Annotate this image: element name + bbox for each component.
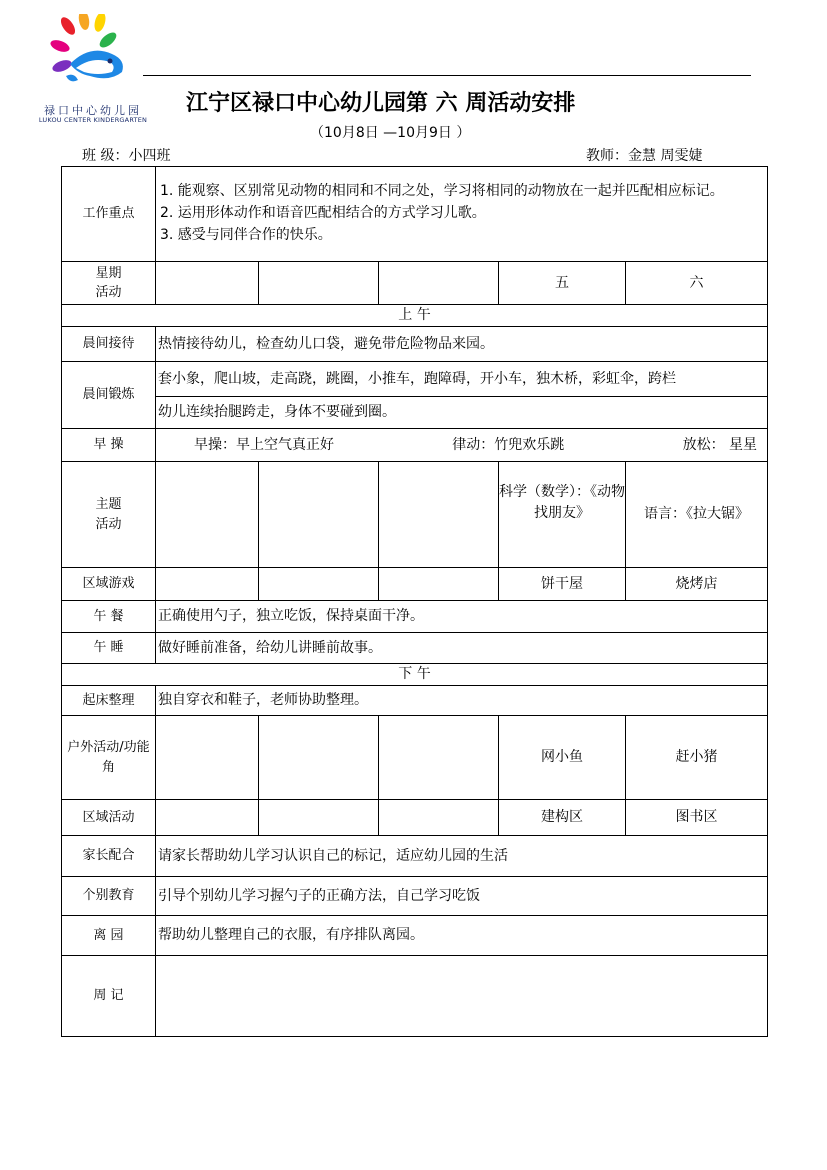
area-game-fri: 饼干屋 <box>499 568 626 601</box>
table-row <box>62 916 768 956</box>
outdoor-cell-1 <box>156 716 259 800</box>
reception-label: 晨间接待 <box>62 327 156 362</box>
table-row <box>62 397 768 429</box>
theme-label <box>62 462 156 568</box>
exercise-text-2: 幼儿连续抬腿跨走，身体不要碰到圈。 <box>156 397 768 429</box>
afternoon-header: 下 午 <box>62 664 768 686</box>
weekday-label-bottom: 活动 <box>95 285 122 300</box>
notes-label: 周 记 <box>62 956 156 1037</box>
morning-drill-exercise: 早操：早上空气真正好 <box>194 436 334 453</box>
table-row <box>62 956 768 1037</box>
outdoor-sat: 赶小猪 <box>626 716 768 800</box>
theme-label-top: 主题 <box>95 497 122 512</box>
lunch-label: 午 餐 <box>62 601 156 633</box>
theme-sat: 语言：《拉大锯》 <box>626 462 768 568</box>
logo-name-cn: 禄口中心幼儿园 <box>44 104 142 117</box>
teacher-label: 教师：金慧 周雯婕 <box>586 148 703 164</box>
theme-fri: 科学（数学）：《动物找朋友》 <box>499 462 626 568</box>
table-row <box>62 877 768 916</box>
class-label: 班 级：小四班 <box>82 148 171 164</box>
table-row <box>62 429 768 462</box>
table-row <box>62 327 768 362</box>
wakeup-text: 独自穿衣和鞋子，老师协助整理。 <box>156 686 768 716</box>
weekday-2 <box>259 262 379 305</box>
table-row <box>62 568 768 601</box>
area-game-cell-3 <box>379 568 499 601</box>
focus-item-1: 1. 能观察、区别常见动物的相同和不同之处，学习将相同的动物放在一起并匹配相应标记。 <box>160 183 724 200</box>
table-row <box>62 800 768 836</box>
morning-header: 上 午 <box>62 305 768 327</box>
table-row <box>62 362 768 397</box>
area-game-cell-2 <box>259 568 379 601</box>
theme-cell-1 <box>156 462 259 568</box>
focus-label: 工作重点 <box>62 167 156 262</box>
weekday-3 <box>379 262 499 305</box>
table-row <box>62 716 768 800</box>
area-game-sat: 烧烤店 <box>626 568 768 601</box>
parents-label: 家长配合 <box>62 836 156 877</box>
outdoor-fri: 网小鱼 <box>499 716 626 800</box>
wakeup-label: 起床整理 <box>62 686 156 716</box>
table-row <box>62 305 768 327</box>
morning-drill-rhythm: 律动：竹兜欢乐跳 <box>452 436 565 453</box>
area-activity-cell-1 <box>156 800 259 836</box>
page-title: 江宁区禄口中心幼儿园第 六 周活动安排 <box>186 90 576 116</box>
outdoor-label: 户外活动/功能角 <box>62 716 156 800</box>
area-activity-sat: 图书区 <box>626 800 768 836</box>
outdoor-cell-3 <box>379 716 499 800</box>
area-activity-fri: 建构区 <box>499 800 626 836</box>
weekly-plan-table <box>61 166 768 1037</box>
notes-text <box>156 956 768 1037</box>
table-row <box>62 633 768 664</box>
focus-item-2: 2. 运用形体动作和语音匹配相结合的方式学习儿歌。 <box>160 205 486 222</box>
nap-text: 做好睡前准备，给幼儿讲睡前故事。 <box>156 633 768 664</box>
weekday-sat: 六 <box>626 262 768 305</box>
table-row <box>62 167 768 262</box>
table-row <box>62 664 768 686</box>
outdoor-cell-2 <box>259 716 379 800</box>
exercise-label: 晨间锻炼 <box>62 362 156 429</box>
morning-drill-label: 早 操 <box>62 429 156 462</box>
parents-text: 请家长帮助幼儿学习认识自己的标记，适应幼儿园的生活 <box>156 836 768 877</box>
kindergarten-logo <box>38 14 146 122</box>
table-row <box>62 601 768 633</box>
table-row <box>62 836 768 877</box>
area-game-label: 区域游戏 <box>62 568 156 601</box>
leave-label: 离 园 <box>62 916 156 956</box>
area-activity-cell-2 <box>259 800 379 836</box>
lunch-text: 正确使用勺子，独立吃饭，保持桌面干净。 <box>156 601 768 633</box>
exercise-text-1: 套小象，爬山坡，走高跷，跳圈，小推车，跑障碍，开小车，独木桥，彩虹伞，跨栏 <box>156 362 768 397</box>
date-range: （10月8日 —10月9日 ） <box>310 125 471 141</box>
leave-text: 帮助幼儿整理自己的衣服，有序排队离园。 <box>156 916 768 956</box>
rainbow-fish-logo-icon <box>50 14 130 98</box>
weekday-fri: 五 <box>499 262 626 305</box>
focus-cell <box>156 167 768 262</box>
reception-text: 热情接待幼儿，检查幼儿口袋，避免带危险物品来园。 <box>156 327 768 362</box>
theme-cell-2 <box>259 462 379 568</box>
logo-name-en: LUKOU CENTER KINDERGARTEN <box>38 116 148 124</box>
theme-cell-3 <box>379 462 499 568</box>
focus-item-3: 3. 感受与同伴合作的快乐。 <box>160 226 332 243</box>
morning-drill-cell <box>156 429 768 462</box>
weekday-label-top: 星期 <box>95 265 122 281</box>
individual-text: 引导个别幼儿学习握勺子的正确方法，自己学习吃饭 <box>156 877 768 916</box>
weekday-header-label <box>62 262 156 305</box>
table-row <box>62 262 768 305</box>
area-game-cell-1 <box>156 568 259 601</box>
individual-label: 个别教育 <box>62 877 156 916</box>
nap-label: 午 睡 <box>62 633 156 664</box>
morning-drill-relax: 放松： 星星 <box>682 436 758 453</box>
area-activity-label: 区域活动 <box>62 800 156 836</box>
theme-label-bottom: 活动 <box>95 516 122 532</box>
table-row <box>62 462 768 568</box>
area-activity-cell-3 <box>379 800 499 836</box>
table-row <box>62 686 768 716</box>
weekday-1 <box>156 262 259 305</box>
header-rule <box>143 75 751 76</box>
